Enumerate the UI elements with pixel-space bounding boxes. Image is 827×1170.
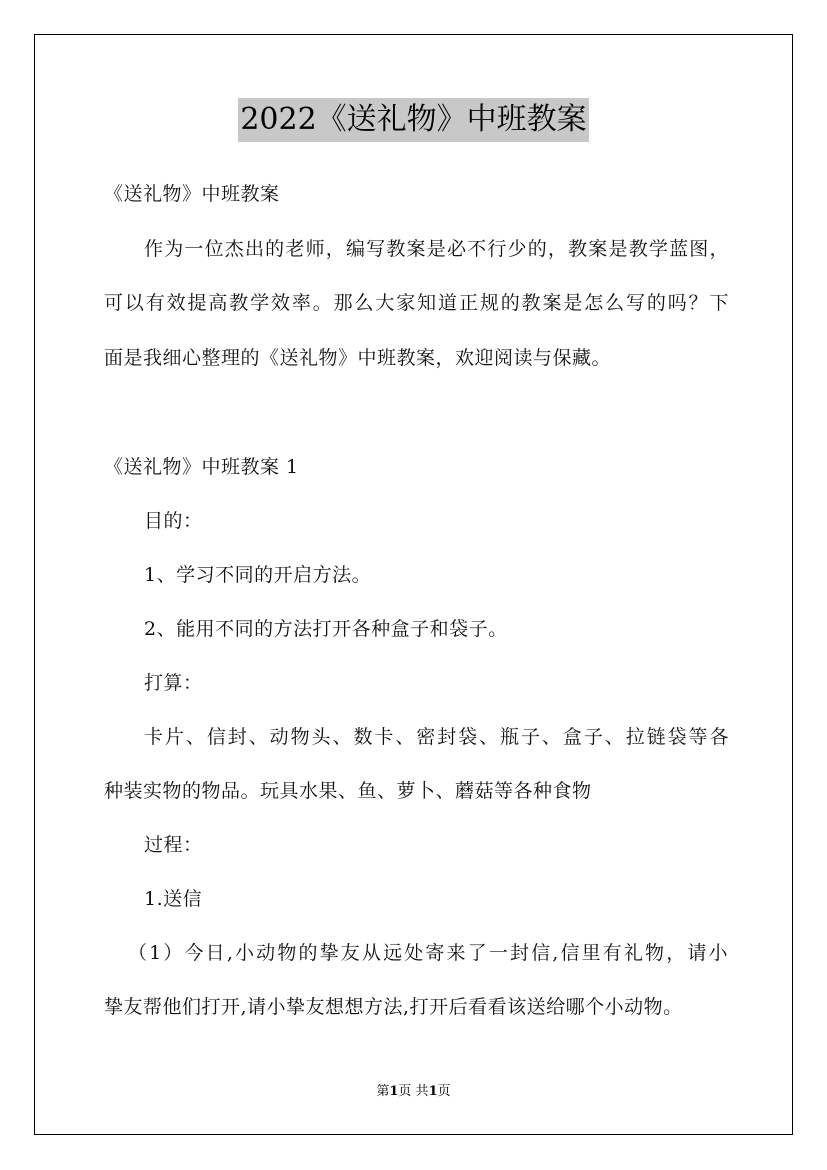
page-footer — [0, 1084, 827, 1100]
prep-label: 打算： — [144, 672, 203, 694]
footer-current-page: 1 — [389, 1084, 399, 1099]
document-title: 2022《送礼物》中班教案 — [238, 98, 588, 142]
footer-prefix: 第 — [376, 1084, 390, 1099]
step-line-2: 挚友帮他们打开,请小挚友想想方法,打开后看看该送给哪个小动物。 — [104, 996, 683, 1018]
title-container — [0, 98, 827, 142]
prep-line-2: 种装实物的物品。玩具水果、鱼、萝卜、蘑菇等各种食物 — [104, 780, 592, 802]
step-line-1: （1）今日,小动物的挚友从远处寄来了一封信,信里有礼物，请小 — [128, 942, 728, 964]
intro-line-3: 面是我细心整理的《送礼物》中班教案，欢迎阅读与保藏。 — [104, 347, 612, 369]
intro-line-2: 可以有效提高教学效率。那么大家知道正规的教案是怎么写的吗？下 — [104, 292, 729, 314]
section-heading: 《送礼物》中班教案 1 — [104, 456, 299, 478]
document-subtitle: 《送礼物》中班教案 — [104, 183, 280, 205]
footer-total-pages: 1 — [428, 1084, 438, 1099]
step-title: 1.送信 — [144, 888, 203, 910]
goal-item-2: 2、能用不同的方法打开各种盒子和袋子。 — [144, 618, 508, 640]
intro-line-1: 作为一位杰出的老师，编写教案是必不行少的，教案是教学蓝图， — [144, 238, 729, 260]
footer-mid: 页 共 — [398, 1084, 429, 1099]
prep-line-1: 卡片、信封、动物头、数卡、密封袋、瓶子、盒子、拉链袋等各 — [144, 726, 729, 748]
goal-label: 目的： — [144, 510, 203, 532]
process-label: 过程： — [144, 834, 203, 856]
goal-item-1: 1、学习不同的开启方法。 — [144, 564, 372, 586]
footer-suffix: 页 — [437, 1084, 451, 1099]
